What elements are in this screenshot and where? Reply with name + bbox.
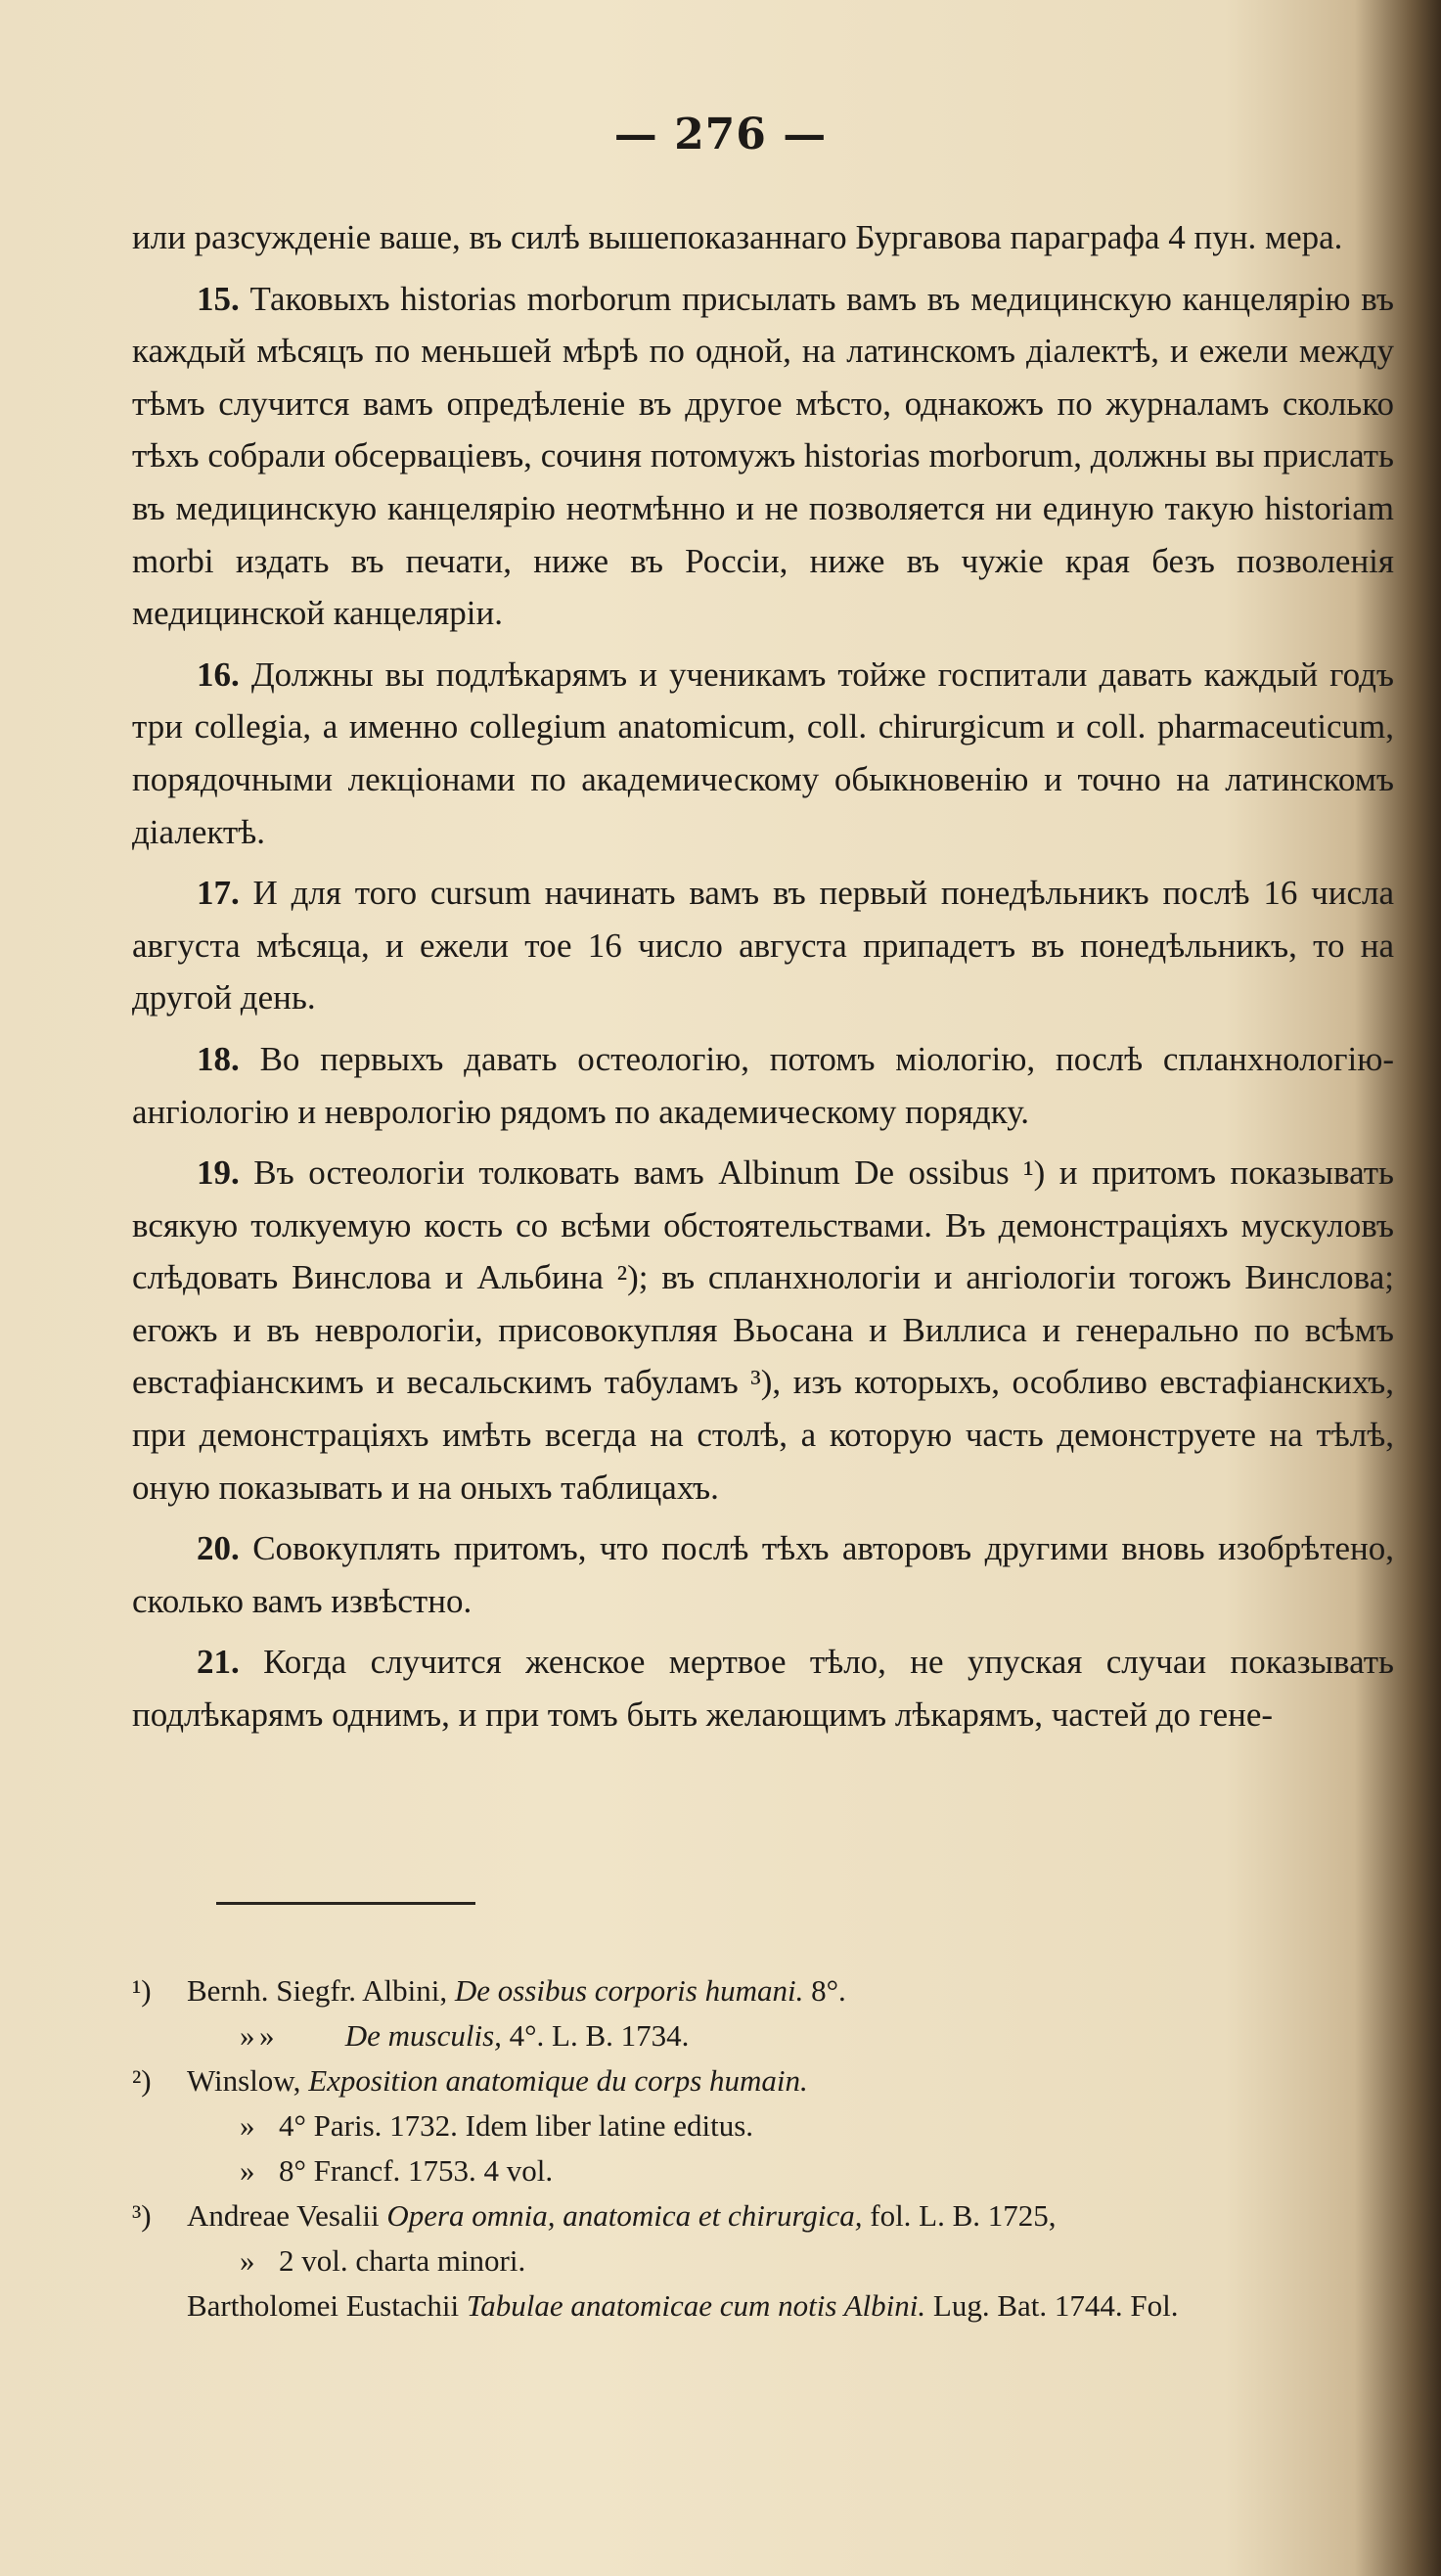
paragraph-20 xyxy=(132,1522,1394,1627)
footnote-title: Opera omnia, anatomica et chirurgica, xyxy=(386,2198,863,2233)
footnote-2 xyxy=(132,2058,1394,2103)
footnote-details: 4°. L. B. 1734. xyxy=(509,2018,690,2053)
footnote-3-eustachius xyxy=(132,2283,1394,2328)
paragraph-continuation xyxy=(132,211,1394,264)
footnote-author: Andreae Vesalii xyxy=(187,2198,380,2233)
footnote-title: Exposition anatomique du corps humain. xyxy=(308,2063,808,2098)
paragraph-text: Таковыхъ historias morborum присылать вамъ въ медицинскую канцелярію въ каждый мѣсяцъ по меньшей мѣрѣ по одной, на латинскомъ діалектѣ, и ежели между тѣмъ случится вамъ опредѣленіе въ другое мѣсто, однакожъ по журналамъ сколько тѣхъ собрали обсерваціевъ, сочиня потомужъ historias morborum, должны вы прислать въ медицинскую канцелярію неотмѣнно и не позволяется ни единую такую historiam morbi издать въ печати, ниже въ Россіи, ниже въ чужіе края безъ позволенія медицинской канцеляріи. xyxy=(132,279,1394,633)
footnote-2-continuation xyxy=(132,2148,1394,2193)
footnote-author: Winslow, xyxy=(187,2063,301,2098)
paragraph-16 xyxy=(132,649,1394,858)
footnote-1 xyxy=(132,1968,1394,2013)
footnote-details: 2 vol. charta minori. xyxy=(279,2243,526,2278)
footnote-mark: ³) xyxy=(132,2198,152,2233)
footnote-author: Bartholomei Eustachii xyxy=(187,2288,460,2323)
paragraph-text: Во первыхъ давать остеологію, потомъ міологію, послѣ спланхнологію-ангіологію и неврологію рядомъ по академическому порядку. xyxy=(132,1039,1395,1131)
footnote-title: De ossibus corporis humani. xyxy=(454,1973,804,2008)
paragraph-text: или разсужденіе ваше, въ силѣ вышепоказаннаго Бургавова параграфа 4 пун. мера. xyxy=(132,218,1343,256)
ditto-mark: » xyxy=(240,2108,255,2143)
footnotes xyxy=(132,1968,1394,2328)
footnote-3-continuation xyxy=(132,2238,1394,2283)
footnote-1-continuation xyxy=(132,2013,1394,2058)
ditto-mark: » xyxy=(240,2153,255,2188)
paragraph-19 xyxy=(132,1147,1394,1514)
footnote-title: Tabulae anatomicae cum notis Albini. xyxy=(466,2288,926,2323)
ditto-mark: » xyxy=(240,2018,255,2053)
paragraph-text: Когда случится женское мертвое тѣло, не упуская случаи показывать подлѣкарямъ однимъ, и при томъ быть желающимъ лѣкарямъ, частей до гене- xyxy=(132,1643,1394,1735)
footnote-details: fol. L. B. 1725, xyxy=(870,2198,1057,2233)
footnote-mark: ²) xyxy=(132,2063,152,2098)
paragraph-21 xyxy=(132,1636,1394,1740)
footnote-separator xyxy=(216,1902,475,1905)
paragraph-text: Совокуплять притомъ, что послѣ тѣхъ авторовъ другими вновь изобрѣтено, сколько вамъ извѣстно. xyxy=(132,1529,1395,1620)
footnote-3 xyxy=(132,2193,1394,2238)
paragraph-number: 19. xyxy=(197,1153,240,1193)
footnote-author: Bernh. Siegfr. Albini, xyxy=(187,1973,448,2008)
paragraph-text: И для того cursum начинать вамъ въ первый понедѣльникъ послѣ 16 числа августа мѣсяца, и ежели тое 16 число августа припадетъ въ понедѣльникъ, то на другой день. xyxy=(132,874,1395,1017)
footnote-mark: ¹) xyxy=(132,1973,152,2008)
page-number: — 276 — xyxy=(613,110,828,159)
paragraph-15 xyxy=(132,273,1394,640)
footnote-details: 8°. xyxy=(811,1973,846,2008)
paragraph-text: Въ остеологіи толковать вамъ Albinum De ossibus ¹) и притомъ показывать всякую толкуемую кость со всѣми обстоятельствами. Въ демонстраціяхъ мускуловъ слѣдовать Винслова и Альбина ²); въ спланхнологіи и ангіологіи тогожъ Винслова; егожъ и въ неврологіи, присовокупляя Вьосана и Виллиса и генерально по всѣмъ евстафіанскимъ и весальскимъ табуламъ ³), изъ которыхъ, особливо евстафіанскихъ, при демонстраціяхъ имѣть всегда на столѣ, а которую часть демонструете на тѣлѣ, оную показывать и на оныхъ таблицахъ. xyxy=(132,1153,1394,1507)
ditto-mark: » xyxy=(240,2243,255,2278)
ditto-mark: » xyxy=(259,2018,275,2053)
footnote-title: De musculis, xyxy=(344,2018,502,2053)
paragraph-number: 20. xyxy=(197,1529,240,1568)
paragraph-number: 17. xyxy=(197,874,240,913)
footnote-details: 8° Francf. 1753. 4 vol. xyxy=(279,2153,554,2188)
main-text xyxy=(132,211,1394,1750)
paragraph-18 xyxy=(132,1033,1394,1138)
footnote-2-continuation xyxy=(132,2103,1394,2148)
paragraph-number: 21. xyxy=(197,1643,240,1682)
footnote-details: 4° Paris. 1732. Idem liber latine editus. xyxy=(279,2108,754,2143)
paragraph-number: 15. xyxy=(197,279,240,318)
paragraph-text: Должны вы подлѣкарямъ и ученикамъ тойже госпитали давать каждый годъ три collegia, а именно collegium anatomicum, coll. chirurgicum и coll. pharmaceuticum, порядочными лекціонами по академическому обыкновенію и точно на латинскомъ діалектѣ. xyxy=(132,655,1394,851)
paragraph-17 xyxy=(132,867,1394,1024)
footnote-details: Lug. Bat. 1744. Fol. xyxy=(932,2288,1179,2323)
paragraph-number: 18. xyxy=(197,1039,240,1078)
paragraph-number: 16. xyxy=(197,655,240,694)
